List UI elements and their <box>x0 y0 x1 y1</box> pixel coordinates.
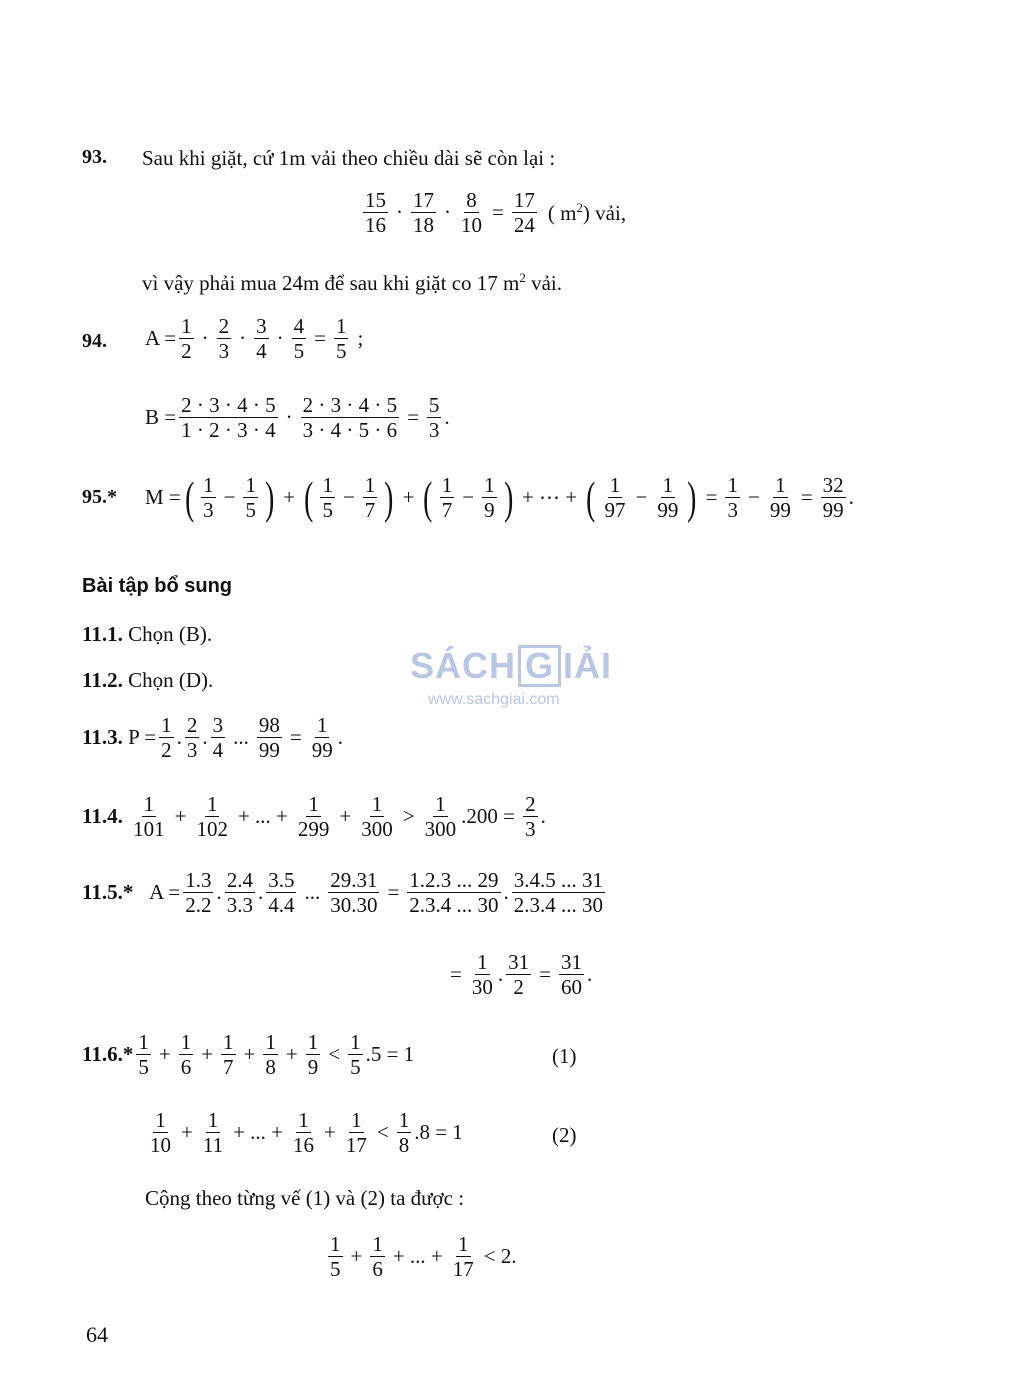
page-number: 64 <box>86 1322 108 1347</box>
problem-93-number: 93. <box>82 146 107 168</box>
watermark <box>410 645 612 709</box>
exercise-11-6-sum-text: Cộng theo từng vế (1) và (2) ta được : <box>145 1186 465 1210</box>
exercise-11-6-line-1: 11.6.* $\frac{1}{5}$ + $\frac{1}{6}$ + $\frac{1}{7}$ + $\frac{1}{8}$ + $\frac{1}{9}$ < $\frac{1}{5}$ .5 = 1 <box>82 1030 415 1080</box>
exercise-11-5: 11.5.* A = $\frac{1.3}{2.2}$ . $\frac{2.4}{3.3}$ . $\frac{3.5}{4.4}$ ... $\frac{29.31}{30.30}$ = $\frac{1.2.3 ... 29}{2.3.4 ... 30}$ . $\frac{3.4.5 ... 31}{2.3.4 ... 30}$ <box>82 868 604 918</box>
problem-94-a-equation: A = $\frac{1}{2}$ · $\frac{2}{3}$ · $\frac{3}{4}$ · $\frac{4}{5}$ = $\frac{1}{5}$ ; <box>145 314 364 364</box>
exercise-11-1: 11.1. Chọn (B). <box>82 622 213 646</box>
problem-95-number: 95.* <box>82 486 117 508</box>
watermark-logo: SÁCH G IẢI <box>410 645 613 686</box>
section-heading: Bài tập bổ sung <box>82 575 232 597</box>
problem-93-intro: Sau khi giặt, cứ 1m vải theo chiều dài sẽ còn lại : <box>142 146 556 170</box>
problem-95-equation: M = ( $\frac{1}{3}$ − $\frac{1}{5}$ ) + ( $\frac{1}{5}$ − $\frac{1}{7}$ ) + ( $\frac{1}{7}$ − $\frac{1}{9}$ ) + ⋯ + ( $\frac{1}{97}$ − $\frac{1}{99}$ ) = $\frac{1}{3}$ − $\frac{1}{99}$ = $\frac{32}{99}$ . <box>145 471 854 523</box>
fraction: $\frac{15}{16}$ <box>365 188 386 238</box>
exercise-11-5-result: = $\frac{1}{30}$ . $\frac{31}{2}$ = $\frac{31}{60}$ . <box>450 950 593 1000</box>
problem-93-conclusion: vì vậy phải mua 24m để sau khi giặt co 17 $m^2$ vải. <box>142 270 562 295</box>
problem-93-equation: $\frac{15}{16}$ · $\frac{17}{18}$ · $\frac{8}{10}$ = $\frac{17}{24}$ ( $m^2$) vải, <box>365 188 627 238</box>
exercise-11-3: 11.3. P = $\frac{1}{2}$ . $\frac{2}{3}$ . $\frac{3}{4}$ ... $\frac{98}{99}$ = $\frac{1}{99}$ . <box>82 713 343 763</box>
fraction: $\frac{17}{24}$ <box>513 188 535 238</box>
fraction: $\frac{8}{10}$ <box>461 188 482 238</box>
exercise-11-6-final: $\frac{1}{5}$ + $\frac{1}{6}$ + ... + $\frac{1}{17}$ < 2. <box>330 1232 517 1282</box>
fraction: $\frac{17}{18}$ <box>413 188 434 238</box>
equation-tag-2: (2) <box>552 1123 577 1147</box>
exercise-11-2: 11.2. Chọn (D). <box>82 668 214 692</box>
watermark-url: www.sachgiai.com <box>428 691 560 708</box>
exercise-11-4: 11.4. $\frac{1}{101}$ + $\frac{1}{102}$ + ... + $\frac{1}{299}$ + $\frac{1}{300}$ > $\frac{1}{300}$ .200 = $\frac{2}{3}$ . <box>82 792 546 842</box>
exercise-11-6-line-2: $\frac{1}{10}$ + $\frac{1}{11}$ + ... + $\frac{1}{16}$ + $\frac{1}{17}$ < $\frac{1}{8}$ .8 = 1 <box>150 1108 463 1158</box>
problem-94-b-equation: B = $\frac{2 \cdot 3 \cdot 4 \cdot 5}{1 \cdot 2 \cdot 3 \cdot 4}$ · $\frac{2 \cdot 3 \cdot 4 \cdot 5}{3 \cdot 4 \cdot 5 \cdot 6}$ = $\frac{5}{3}$ . <box>145 393 450 443</box>
equation-tag-1: (1) <box>552 1044 577 1068</box>
problem-94-number: 94. <box>82 330 107 352</box>
